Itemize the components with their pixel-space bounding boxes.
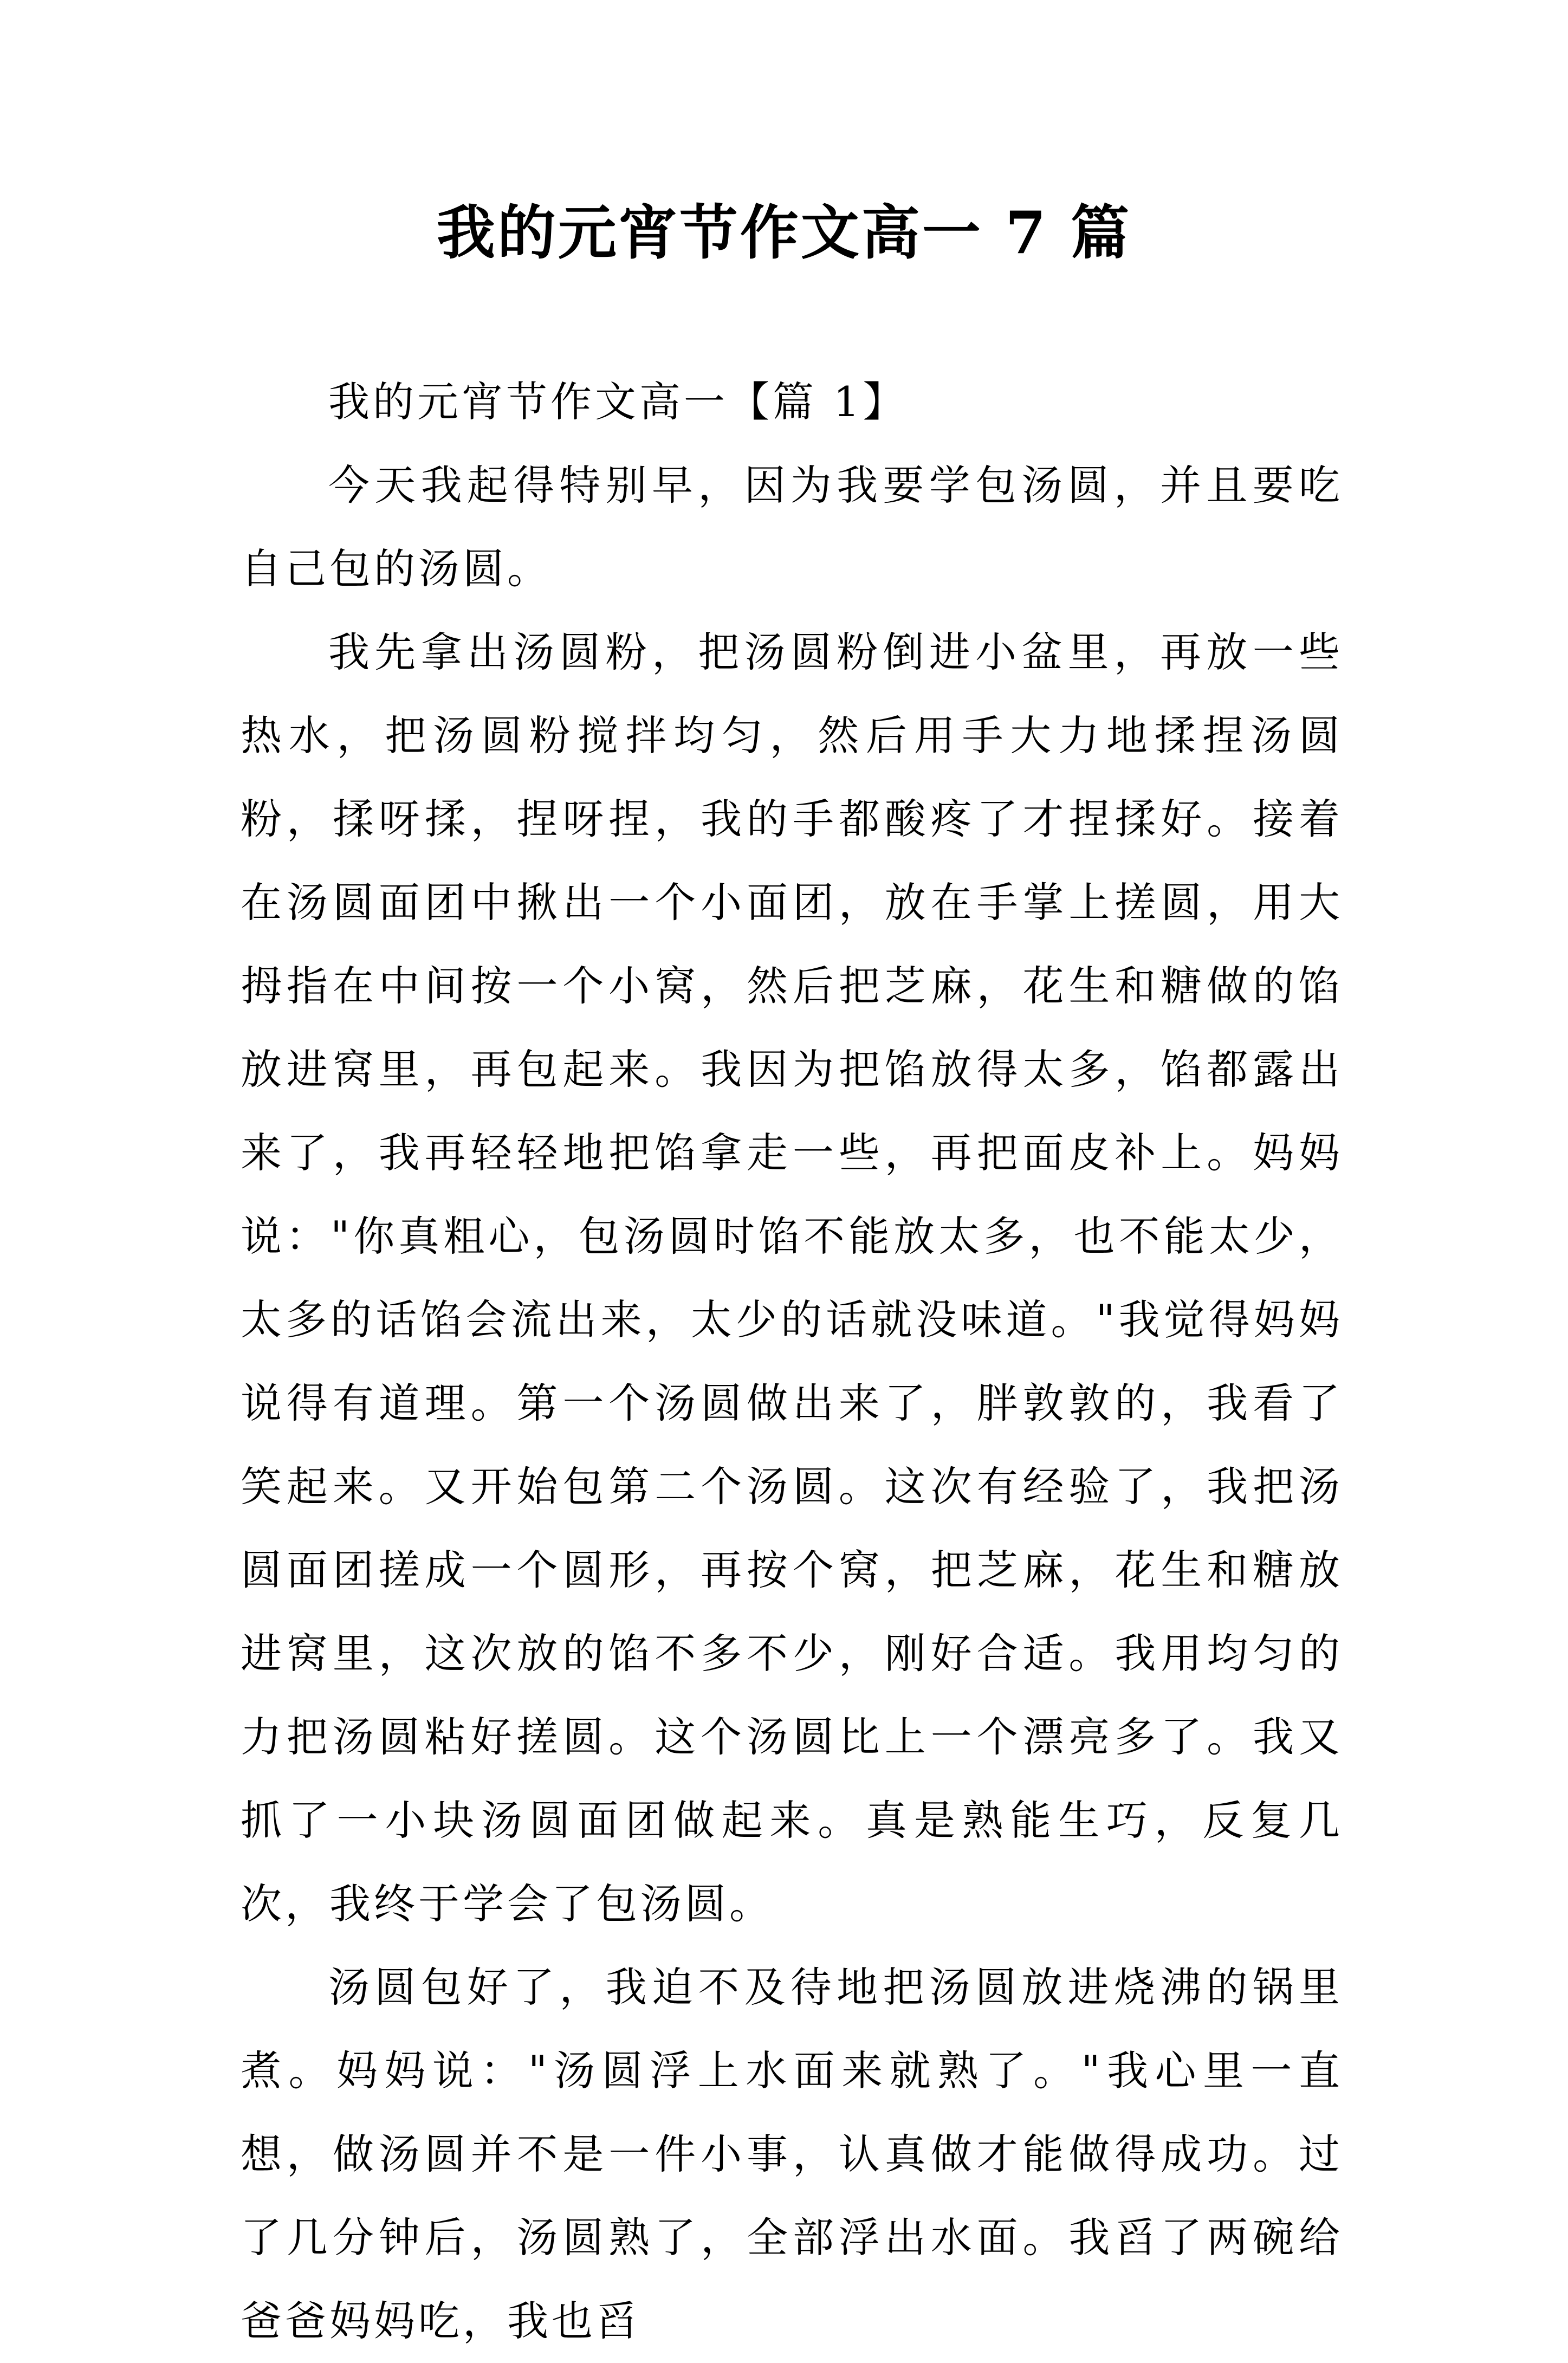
section-heading: 我的元宵节作文高一【篇 1】	[328, 378, 908, 426]
paragraph-2: 我先拿出汤圆粉，把汤圆粉倒进小盆里，再放一些热水，把汤圆粉搅拌均匀，然后用手大力地揉捏汤圆粉，揉呀揉，捏呀捏，我的手都酸疼了才捏揉好。接着在汤圆面团中揪出一个小面团，放在手掌上搓圆，用大拇指在中间按一个小窝，然后把芝麻，花生和糖做的馅放进窝里，再包起来。我因为把馅放得太多，馅都露出来了，我再轻轻地把馅拿走一些，再把面皮补上。妈妈说："你真粗心，包汤圆时馅不能放太多，也不能太少，太多的话馅会流出来，太少的话就没味道。"我觉得妈妈说得有道理。第一个汤圆做出来了，胖敦敦的，我看了笑起来。又开始包第二个汤圆。这次有经验了，我把汤圆面团搓成一个圆形，再按个窝，把芝麻，花生和糖放进窝里，这次放的馅不多不少，刚好合适。我用均匀的力把汤圆粘好搓圆。这个汤圆比上一个漂亮多了。我又抓了一小块汤圆面团做起来。真是熟能生巧，反复几次，我终于学会了包汤圆。	[241, 628, 1343, 1928]
paragraph-1: 今天我起得特别早，因为我要学包汤圆，并且要吃自己包的汤圆。	[241, 461, 1343, 593]
document-body	[241, 360, 1343, 2363]
document-title: 我的元宵节作文高一 7 篇	[436, 199, 1132, 267]
paragraph-3: 汤圆包好了，我迫不及待地把汤圆放进烧沸的锅里煮。妈妈说："汤圆浮上水面来就熟了。"我心里一直想，做汤圆并不是一件小事，认真做才能做得成功。过了几分钟后，汤圆熟了，全部浮出水面。我舀了两碗给爸爸妈妈吃，我也舀	[241, 1963, 1343, 2345]
